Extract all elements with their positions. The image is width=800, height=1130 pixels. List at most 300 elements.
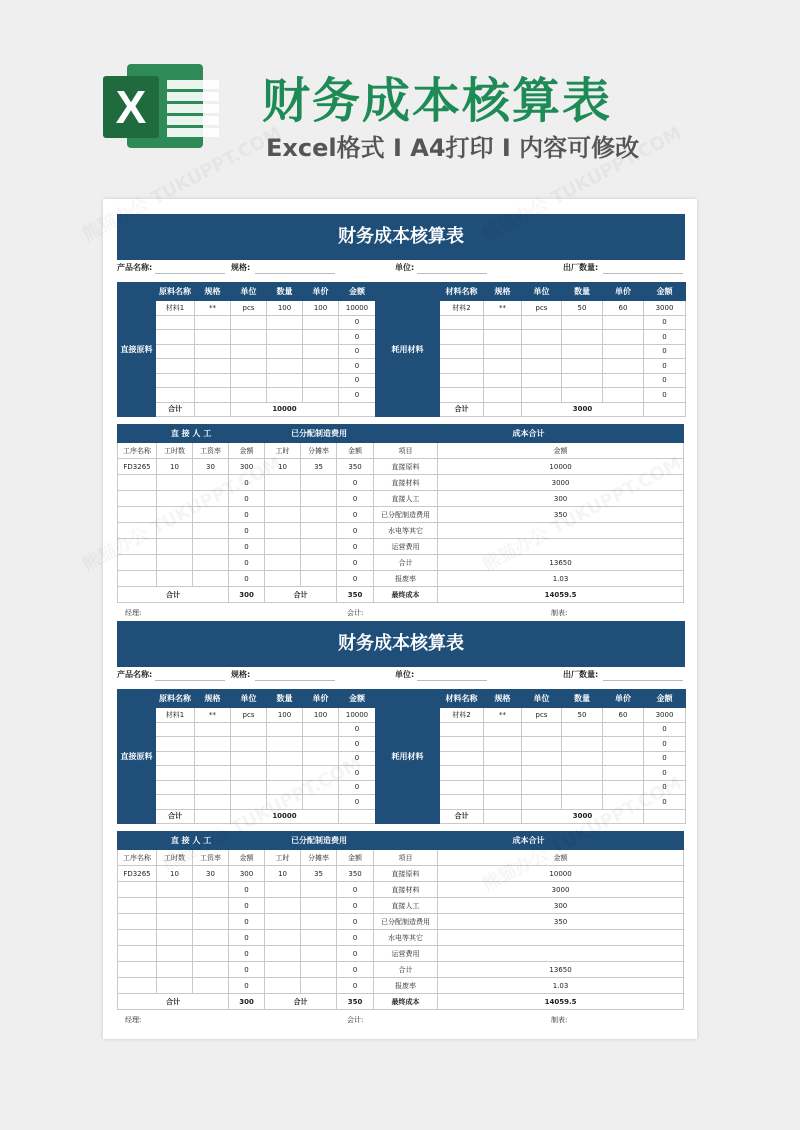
table-cell: [156, 373, 195, 388]
table-cell: 1.03: [438, 978, 684, 994]
product-name-label: 产品名称:: [117, 263, 153, 272]
table-cell: 合计: [440, 809, 484, 824]
table-cell: [484, 373, 522, 388]
table-cell: 运营费用: [374, 539, 438, 555]
table-cell: 金额: [644, 283, 686, 301]
table-cell: [603, 373, 644, 388]
table-cell: [562, 722, 603, 737]
table-cell: 14059.5: [438, 587, 684, 603]
table-row: [118, 882, 684, 898]
table-cell: [562, 388, 603, 403]
table-cell: 原料名称: [156, 690, 195, 708]
table-cell: [157, 539, 193, 555]
overhead-title: 已分配制造费用: [265, 425, 374, 443]
table-cell: 规格: [484, 283, 522, 301]
table-cell: [231, 766, 267, 781]
table-row: [118, 737, 376, 752]
table-row: [118, 708, 376, 723]
table-cell: 10000: [438, 459, 684, 475]
table-cell: [303, 737, 339, 752]
table-cell: [193, 523, 229, 539]
table-cell: **: [484, 708, 522, 723]
table-cell: [265, 930, 301, 946]
table-cell: [195, 737, 231, 752]
table-cell: [301, 507, 337, 523]
table-cell: 0: [229, 555, 265, 571]
table-cell: [267, 359, 303, 374]
side-label: 直接原料: [118, 283, 156, 417]
table-cell: [484, 359, 522, 374]
table-cell: [193, 882, 229, 898]
consumables-table: [375, 282, 686, 417]
table-cell: 350: [337, 587, 374, 603]
summary-title: 成本合计: [374, 425, 684, 443]
table-cell: [157, 475, 193, 491]
table-cell: [301, 978, 337, 994]
table-cell: [484, 388, 522, 403]
manager-label: 经理:: [125, 609, 142, 617]
table-cell: 报废率: [374, 978, 438, 994]
table-cell: [603, 722, 644, 737]
preparer-label: 制表:: [551, 609, 568, 617]
table-cell: [156, 737, 195, 752]
table-cell: [440, 751, 484, 766]
table-cell: [522, 359, 562, 374]
table-cell: [157, 914, 193, 930]
table-cell: 已分配制造费用: [374, 914, 438, 930]
table-cell: [440, 373, 484, 388]
table-cell: 0: [337, 571, 374, 587]
table-cell: 10000: [438, 866, 684, 882]
table-cell: 合计: [374, 555, 438, 571]
table-cell: [265, 571, 301, 587]
table-row: [118, 898, 684, 914]
table-cell: [303, 315, 339, 330]
table-cell: [267, 751, 303, 766]
table-cell: [156, 388, 195, 403]
table-cell: [195, 388, 231, 403]
table-cell: [562, 795, 603, 810]
table-cell: [156, 315, 195, 330]
unit-label: 单位:: [395, 263, 415, 272]
table-row: [118, 523, 684, 539]
table-cell: [118, 571, 157, 587]
table-cell: 金额: [337, 443, 374, 459]
side-label: 耗用材料: [376, 283, 440, 417]
table-cell: 0: [337, 978, 374, 994]
table-cell: 单价: [303, 283, 339, 301]
table-cell: 工时数: [157, 443, 193, 459]
table-cell: 0: [229, 978, 265, 994]
table-cell: 1.03: [438, 571, 684, 587]
product-name-label: 产品名称:: [117, 670, 153, 679]
table-cell: [484, 737, 522, 752]
table-cell: [303, 722, 339, 737]
table-cell: [267, 344, 303, 359]
table-cell: [522, 388, 562, 403]
table-cell: 金额: [229, 850, 265, 866]
table-cell: 规格: [484, 690, 522, 708]
table-cell: [195, 766, 231, 781]
table-cell: [301, 491, 337, 507]
table-row: [118, 722, 376, 737]
table-cell: [440, 344, 484, 359]
table-cell: [603, 330, 644, 345]
table-cell: [484, 795, 522, 810]
table-cell: [440, 315, 484, 330]
table-cell: 3000: [644, 301, 686, 316]
table-row: [118, 373, 376, 388]
table-cell: 最终成本: [374, 587, 438, 603]
table-cell: 0: [337, 475, 374, 491]
table-cell: 300: [229, 866, 265, 882]
table-cell: 300: [229, 994, 265, 1010]
table-cell: 数量: [562, 690, 603, 708]
table-cell: [562, 359, 603, 374]
table-cell: 300: [438, 898, 684, 914]
table-cell: [301, 523, 337, 539]
table-cell: [193, 898, 229, 914]
table-cell: [193, 555, 229, 571]
table-cell: [157, 555, 193, 571]
table-cell: [156, 780, 195, 795]
table-cell: 0: [229, 539, 265, 555]
table-cell: [438, 930, 684, 946]
table-cell: [484, 751, 522, 766]
summary-title: 成本合计: [374, 832, 684, 850]
table-row: [118, 388, 376, 403]
table-cell: 10: [157, 866, 193, 882]
table-cell: [484, 722, 522, 737]
table-cell: [231, 330, 267, 345]
table-cell: 0: [229, 491, 265, 507]
table-cell: [603, 315, 644, 330]
table-cell: [193, 914, 229, 930]
manager-label: 经理:: [125, 1016, 142, 1024]
table-cell: 最终成本: [374, 994, 438, 1010]
table-cell: [522, 315, 562, 330]
table-cell: [440, 330, 484, 345]
table-cell: [157, 978, 193, 994]
table-cell: [156, 344, 195, 359]
table-cell: 10: [265, 459, 301, 475]
table-cell: 0: [337, 930, 374, 946]
table-cell: [156, 722, 195, 737]
table-cell: 60: [603, 301, 644, 316]
table-cell: 分摊率: [301, 443, 337, 459]
table-cell: 0: [229, 914, 265, 930]
table-cell: [231, 315, 267, 330]
table-cell: 0: [229, 930, 265, 946]
table-cell: 合计: [265, 587, 337, 603]
table-cell: 14059.5: [438, 994, 684, 1010]
table-cell: [522, 737, 562, 752]
table-cell: [303, 373, 339, 388]
table-cell: 100: [303, 301, 339, 316]
table-cell: [562, 751, 603, 766]
table-cell: [195, 722, 231, 737]
table-cell: [195, 373, 231, 388]
table-cell: [440, 722, 484, 737]
table-cell: 3000: [438, 882, 684, 898]
table-cell: 报废率: [374, 571, 438, 587]
overhead-title: 已分配制造费用: [265, 832, 374, 850]
table-cell: 项目: [374, 443, 438, 459]
table-cell: [195, 315, 231, 330]
table-cell: 金额: [438, 443, 684, 459]
spec-label: 规格:: [231, 263, 251, 272]
table-cell: [440, 795, 484, 810]
table-cell: 直接原料: [374, 459, 438, 475]
table-cell: [522, 722, 562, 737]
table-cell: [484, 330, 522, 345]
table-cell: 金额: [339, 283, 376, 301]
table-cell: 0: [229, 475, 265, 491]
table-cell: [195, 795, 231, 810]
table-cell: 50: [562, 708, 603, 723]
spec-label: 规格:: [231, 670, 251, 679]
table-cell: [267, 722, 303, 737]
promo-header: [0, 0, 800, 195]
table-cell: [562, 330, 603, 345]
side-label: 耗用材料: [376, 690, 440, 824]
table-cell: [265, 523, 301, 539]
table-cell: 材料1: [156, 301, 195, 316]
table-cell: [156, 795, 195, 810]
table-cell: 100: [303, 708, 339, 723]
table-cell: 0: [339, 388, 376, 403]
table-cell: [265, 978, 301, 994]
table-cell: 0: [229, 946, 265, 962]
table-cell: 合计: [374, 962, 438, 978]
table-cell: 300: [229, 587, 265, 603]
table-cell: [193, 978, 229, 994]
table-cell: 350: [337, 994, 374, 1010]
output-qty-label: 出厂数量:: [563, 670, 599, 679]
table-cell: 0: [339, 780, 376, 795]
table-cell: [301, 962, 337, 978]
table-cell: 单位: [231, 690, 267, 708]
table-cell: [301, 914, 337, 930]
table-cell: 350: [438, 507, 684, 523]
table-cell: 工序名称: [118, 850, 157, 866]
table-cell: 金额: [229, 443, 265, 459]
table-cell: [603, 751, 644, 766]
table-cell: [118, 491, 157, 507]
table-cell: [265, 898, 301, 914]
table-cell: 100: [267, 708, 303, 723]
table-row: [118, 866, 684, 882]
table-cell: [265, 507, 301, 523]
table-cell: 0: [339, 315, 376, 330]
table-cell: [193, 946, 229, 962]
table-cell: 0: [337, 914, 374, 930]
table-cell: 合计: [440, 402, 484, 417]
table-cell: [231, 359, 267, 374]
table-cell: [231, 388, 267, 403]
labor-title: 直 接 人 工: [118, 832, 265, 850]
table-row: [118, 315, 376, 330]
table-cell: [157, 571, 193, 587]
table-cell: 工时: [265, 850, 301, 866]
table-row: [118, 555, 684, 571]
table-cell: 单价: [603, 690, 644, 708]
table-cell: 合计: [118, 587, 229, 603]
table-cell: [265, 539, 301, 555]
table-cell: **: [195, 708, 231, 723]
table-cell: [195, 330, 231, 345]
table-cell: [231, 722, 267, 737]
table-cell: [562, 315, 603, 330]
table-cell: 0: [644, 795, 686, 810]
table-cell: 0: [339, 766, 376, 781]
table-cell: 13650: [438, 962, 684, 978]
table-cell: 3000: [522, 402, 644, 417]
table-cell: [231, 737, 267, 752]
table-cell: 单位: [522, 283, 562, 301]
table-cell: FD3265: [118, 459, 157, 475]
table-cell: [265, 914, 301, 930]
table-cell: 单价: [303, 690, 339, 708]
labor-title: 直 接 人 工: [118, 425, 265, 443]
table-cell: 直接材料: [374, 475, 438, 491]
table-row: [118, 344, 376, 359]
table-row: [118, 330, 376, 345]
table-cell: [157, 898, 193, 914]
table-cell: [438, 946, 684, 962]
table-cell: [522, 373, 562, 388]
table-cell: 合计: [156, 402, 195, 417]
table-cell: 300: [229, 459, 265, 475]
table-cell: [231, 751, 267, 766]
table-cell: [195, 780, 231, 795]
table-row: [118, 359, 376, 374]
table-cell: [118, 898, 157, 914]
table-cell: [562, 780, 603, 795]
table-cell: 0: [337, 555, 374, 571]
table-cell: 0: [644, 722, 686, 737]
table-cell: 工时: [265, 443, 301, 459]
table-cell: 0: [644, 315, 686, 330]
table-cell: [562, 373, 603, 388]
table-cell: 3000: [522, 809, 644, 824]
table-cell: [301, 539, 337, 555]
table-cell: [195, 751, 231, 766]
table-cell: [603, 344, 644, 359]
table-cell: 材料名称: [440, 690, 484, 708]
table-cell: [231, 344, 267, 359]
table-cell: 350: [337, 866, 374, 882]
table-cell: [157, 930, 193, 946]
table-row: [118, 539, 684, 555]
table-cell: 100: [267, 301, 303, 316]
table-cell: 0: [644, 751, 686, 766]
table-cell: 60: [603, 708, 644, 723]
table-cell: 10: [157, 459, 193, 475]
table-cell: 0: [339, 795, 376, 810]
sheet-title-banner: 财务成本核算表: [117, 621, 685, 667]
table-cell: [562, 737, 603, 752]
table-cell: 30: [193, 866, 229, 882]
table-cell: 3000: [438, 475, 684, 491]
table-cell: [301, 882, 337, 898]
table-cell: 0: [644, 780, 686, 795]
table-cell: 单位: [522, 690, 562, 708]
table-cell: 0: [644, 344, 686, 359]
table-cell: 0: [644, 359, 686, 374]
table-cell: [303, 330, 339, 345]
table-cell: 350: [337, 459, 374, 475]
table-cell: **: [484, 301, 522, 316]
table-cell: 0: [339, 373, 376, 388]
table-cell: 0: [339, 330, 376, 345]
table-cell: [562, 344, 603, 359]
table-cell: 30: [193, 459, 229, 475]
table-cell: [118, 475, 157, 491]
table-cell: [522, 751, 562, 766]
table-cell: [156, 766, 195, 781]
table-cell: [157, 962, 193, 978]
table-cell: 直接人工: [374, 491, 438, 507]
table-cell: 工序名称: [118, 443, 157, 459]
table-cell: [484, 780, 522, 795]
table-cell: [118, 946, 157, 962]
table-row: [118, 914, 684, 930]
table-cell: 0: [337, 539, 374, 555]
table-cell: 0: [229, 962, 265, 978]
table-cell: 0: [644, 388, 686, 403]
table-cell: 0: [644, 373, 686, 388]
table-cell: [484, 766, 522, 781]
table-cell: [301, 898, 337, 914]
table-cell: 工时数: [157, 850, 193, 866]
table-cell: [118, 930, 157, 946]
table-row: [118, 930, 684, 946]
table-cell: [438, 539, 684, 555]
table-cell: [157, 882, 193, 898]
table-cell: 0: [229, 507, 265, 523]
table-cell: pcs: [522, 708, 562, 723]
preparer-label: 制表:: [551, 1016, 568, 1024]
table-cell: 直接材料: [374, 882, 438, 898]
table-cell: 0: [337, 898, 374, 914]
table-cell: 直接原料: [374, 866, 438, 882]
table-cell: [193, 962, 229, 978]
table-cell: [484, 315, 522, 330]
table-cell: 合计: [265, 994, 337, 1010]
table-cell: [193, 539, 229, 555]
table-cell: 金额: [438, 850, 684, 866]
table-cell: [156, 359, 195, 374]
table-cell: [267, 737, 303, 752]
table-cell: [156, 330, 195, 345]
table-cell: [118, 978, 157, 994]
table-cell: [267, 315, 303, 330]
table-cell: 合计: [156, 809, 195, 824]
table-cell: [522, 780, 562, 795]
table-cell: 10000: [231, 809, 339, 824]
table-cell: [301, 555, 337, 571]
table-cell: [156, 751, 195, 766]
excel-logo-icon: X: [103, 60, 203, 152]
table-cell: 金额: [337, 850, 374, 866]
table-cell: 10000: [339, 301, 376, 316]
table-cell: 金额: [644, 690, 686, 708]
table-cell: [522, 795, 562, 810]
table-cell: 0: [339, 722, 376, 737]
table-cell: [267, 388, 303, 403]
table-cell: [603, 766, 644, 781]
